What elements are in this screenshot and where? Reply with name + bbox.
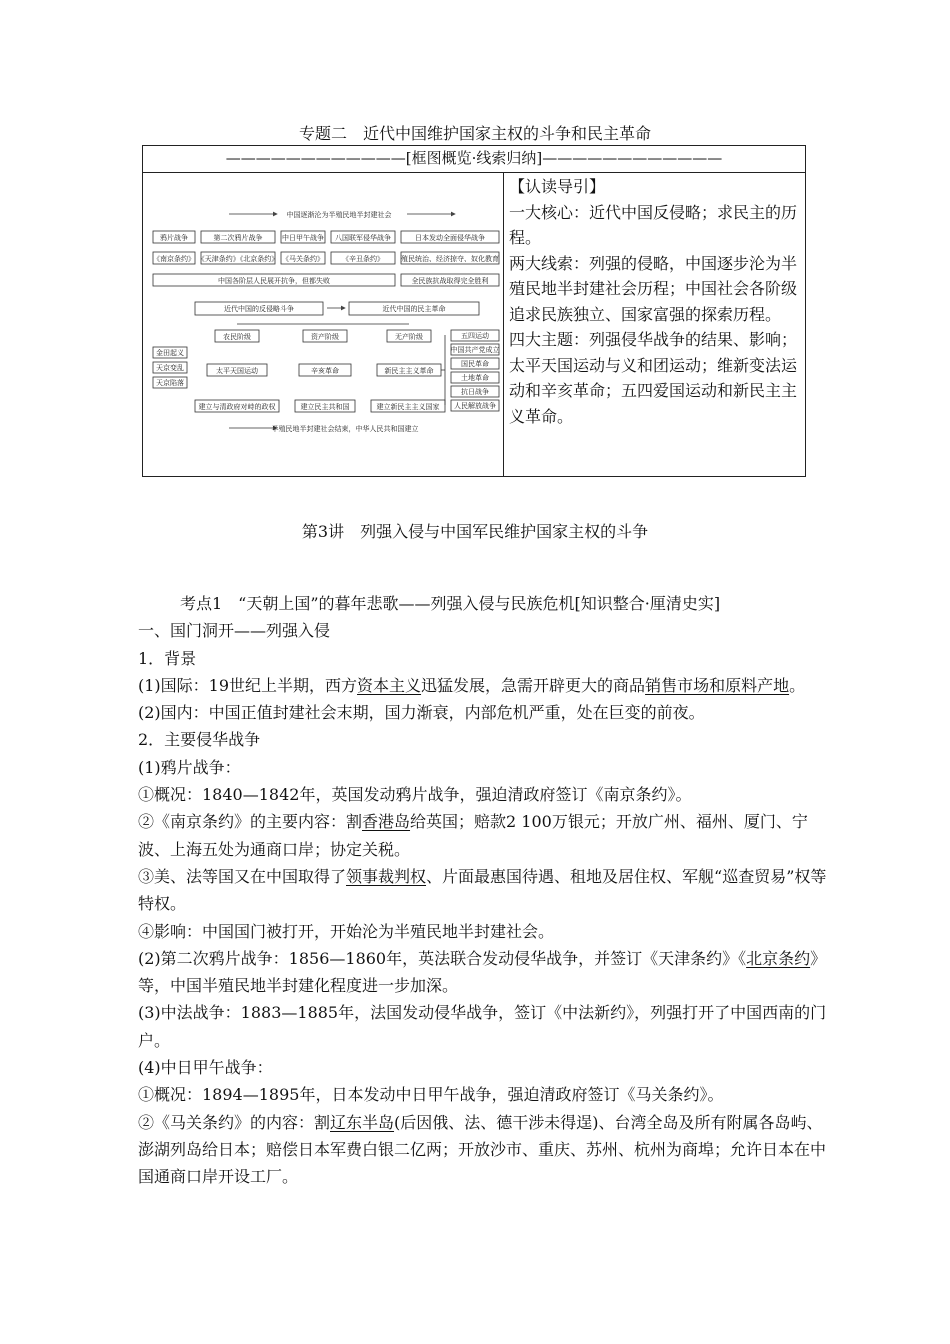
- svg-text:中国共产党成立: 中国共产党成立: [450, 346, 500, 354]
- guide-lines: 两大线索：列强的侵略，中国逐步沦为半殖民地半封建社会历程；中国社会各阶级追求民族独立、国家富强的探索历程。: [509, 253, 798, 324]
- overview-header: ————————————[框图概览·线索归纳]————————————: [143, 146, 805, 173]
- svg-text:资产阶级: 资产阶级: [311, 333, 339, 341]
- svg-text:五四运动: 五四运动: [461, 332, 489, 340]
- paragraph: (2)第二次鸦片战争：1856—1860年，英法联合发动侵华战争，并签订《天津条约》《北京条约》等，中国半殖民地半封建化程度进一步加深。: [138, 948, 827, 996]
- svg-text:日本发动全面侵华战争: 日本发动全面侵华战争: [415, 234, 485, 242]
- svg-text:全民族抗战取得完全胜利: 全民族抗战取得完全胜利: [411, 277, 489, 285]
- paragraph: ①概况：1840—1842年，英国发动鸦片战争，强迫清政府签订《南京条约》。: [138, 785, 692, 805]
- lecture-content: [138, 590, 828, 1191]
- sino-japanese-war-heading: (4)中日甲午战争：: [138, 1058, 273, 1078]
- svg-text:近代中国的反侵略斗争: 近代中国的反侵略斗争: [224, 305, 294, 313]
- svg-text:近代中国的民主革命: 近代中国的民主革命: [382, 305, 446, 313]
- svg-text:八国联军侵华战争: 八国联军侵华战争: [335, 234, 391, 242]
- svg-text:殖民统治、经济掠夺、奴化教育: 殖民统治、经济掠夺、奴化教育: [401, 255, 499, 263]
- svg-text:鸦片战争: 鸦片战争: [160, 234, 188, 242]
- svg-text:中日甲午战争: 中日甲午战争: [282, 234, 324, 242]
- svg-text:无产阶级: 无产阶级: [395, 333, 423, 341]
- svg-text:天京变乱: 天京变乱: [156, 364, 184, 372]
- reading-guide: [509, 174, 805, 429]
- guide-heading: 【认读导引】: [509, 177, 606, 196]
- paragraph: ④影响：中国国门被打开，开始沦为半殖民地半封建社会。: [138, 921, 555, 941]
- overview-box: [142, 145, 806, 477]
- svg-text:第二次鸦片战争: 第二次鸦片战争: [213, 234, 263, 242]
- paragraph: (3)中法战争：1883—1885年，法国发动侵华战争，签订《中法新约》，列强打开了中国西南的门户。: [138, 1003, 827, 1050]
- guide-themes: 四大主题：列强侵华战争的结果、影响；太平天国运动与义和团运动；维新变法运动和辛亥革命；五四爱国运动和新民主主义革命。: [509, 330, 798, 426]
- lecture-title: 第3讲 列强入侵与中国军民维护国家主权的斗争: [301, 522, 649, 541]
- diagram-top-label: 中国逐渐沦为半殖民地半封建社会: [286, 211, 392, 219]
- svg-text:天京陷落: 天京陷落: [156, 379, 184, 387]
- svg-text:土地革命: 土地革命: [461, 374, 489, 382]
- subsection-heading: 1．背景: [138, 648, 197, 668]
- svg-text:国民革命: 国民革命: [461, 360, 489, 368]
- paragraph: ②《马关条约》的内容：割辽东半岛(后因俄、法、德干涉未得逞)、台湾全岛及所有附属各岛屿、澎湖列岛给日本；赔偿日本军费白银二亿两；开放沙市、重庆、苏州、杭州为商埠；允许日本在中国通商口岸开设工厂。: [138, 1112, 827, 1187]
- guide-core: 一大核心：近代中国反侵略；求民主的历程。: [509, 202, 798, 247]
- svg-text:农民阶级: 农民阶级: [223, 333, 251, 341]
- paragraph-international: (1)国际：19世纪上半期，西方资本主义迅猛发展，急需开辟更大的商品销售市场和原料产地。: [138, 675, 806, 695]
- svg-text:太平天国运动: 太平天国运动: [216, 367, 258, 375]
- svg-text:《南京条约》: 《南京条约》: [153, 255, 195, 263]
- paragraph: ③美、法等国又在中国取得了领事裁判权、片面最惠国待遇、租地及居住权、军舰“巡查贸易”权等特权。: [138, 866, 827, 914]
- page-title: 专题二 近代中国维护国家主权的斗争和民主革命: [298, 124, 651, 143]
- svg-text:抗日战争: 抗日战争: [461, 388, 489, 396]
- svg-text:建立民主共和国: 建立民主共和国: [300, 403, 350, 411]
- svg-text:《马关条约》: 《马关条约》: [282, 255, 324, 263]
- svg-text:《天津条约》《北京条约》: 《天津条约》《北京条约》: [197, 255, 279, 263]
- svg-text:辛亥革命: 辛亥革命: [311, 367, 339, 375]
- svg-text:建立与清政府对峙的政权: 建立与清政府对峙的政权: [198, 403, 276, 411]
- paragraph: ②《南京条约》的主要内容：割香港岛给英国；赔款2 100万银元；开放广州、福州、厦门、宁波、上海五处为通商口岸；协定关税。: [138, 812, 808, 859]
- history-flow-diagram: [149, 204, 501, 454]
- opium-war-heading: (1)鸦片战争：: [138, 757, 241, 777]
- diagram-bottom-label: 半殖民地半封建社会结束，中华人民共和国建立: [271, 425, 419, 433]
- paragraph: ①概况：1894—1895年，日本发动中日甲午战争，强迫清政府签订《马关条约》。: [138, 1085, 724, 1105]
- svg-text:人民解放战争: 人民解放战争: [454, 402, 496, 410]
- column-divider: [503, 172, 504, 476]
- section-heading: 一、国门洞开——列强入侵: [138, 621, 331, 641]
- svg-text:中国各阶层人民展开抗争，但都失败: 中国各阶层人民展开抗争，但都失败: [218, 277, 330, 285]
- svg-text:新民主主义革命: 新民主主义革命: [384, 367, 434, 375]
- kaodian-heading: 考点1 “天朝上国”的暮年悲歌——列强入侵与民族危机[知识整合·厘清史实]: [180, 594, 721, 613]
- paragraph-domestic: (2)国内：中国正值封建社会末期，国力渐衰，内部危机严重，处在巨变的前夜。: [138, 703, 705, 723]
- svg-text:《辛丑条约》: 《辛丑条约》: [342, 255, 384, 263]
- subsection-heading: 2．主要侵华战争: [138, 730, 261, 750]
- svg-text:建立新民主主义国家: 建立新民主主义国家: [376, 403, 440, 411]
- svg-text:金田起义: 金田起义: [156, 349, 184, 357]
